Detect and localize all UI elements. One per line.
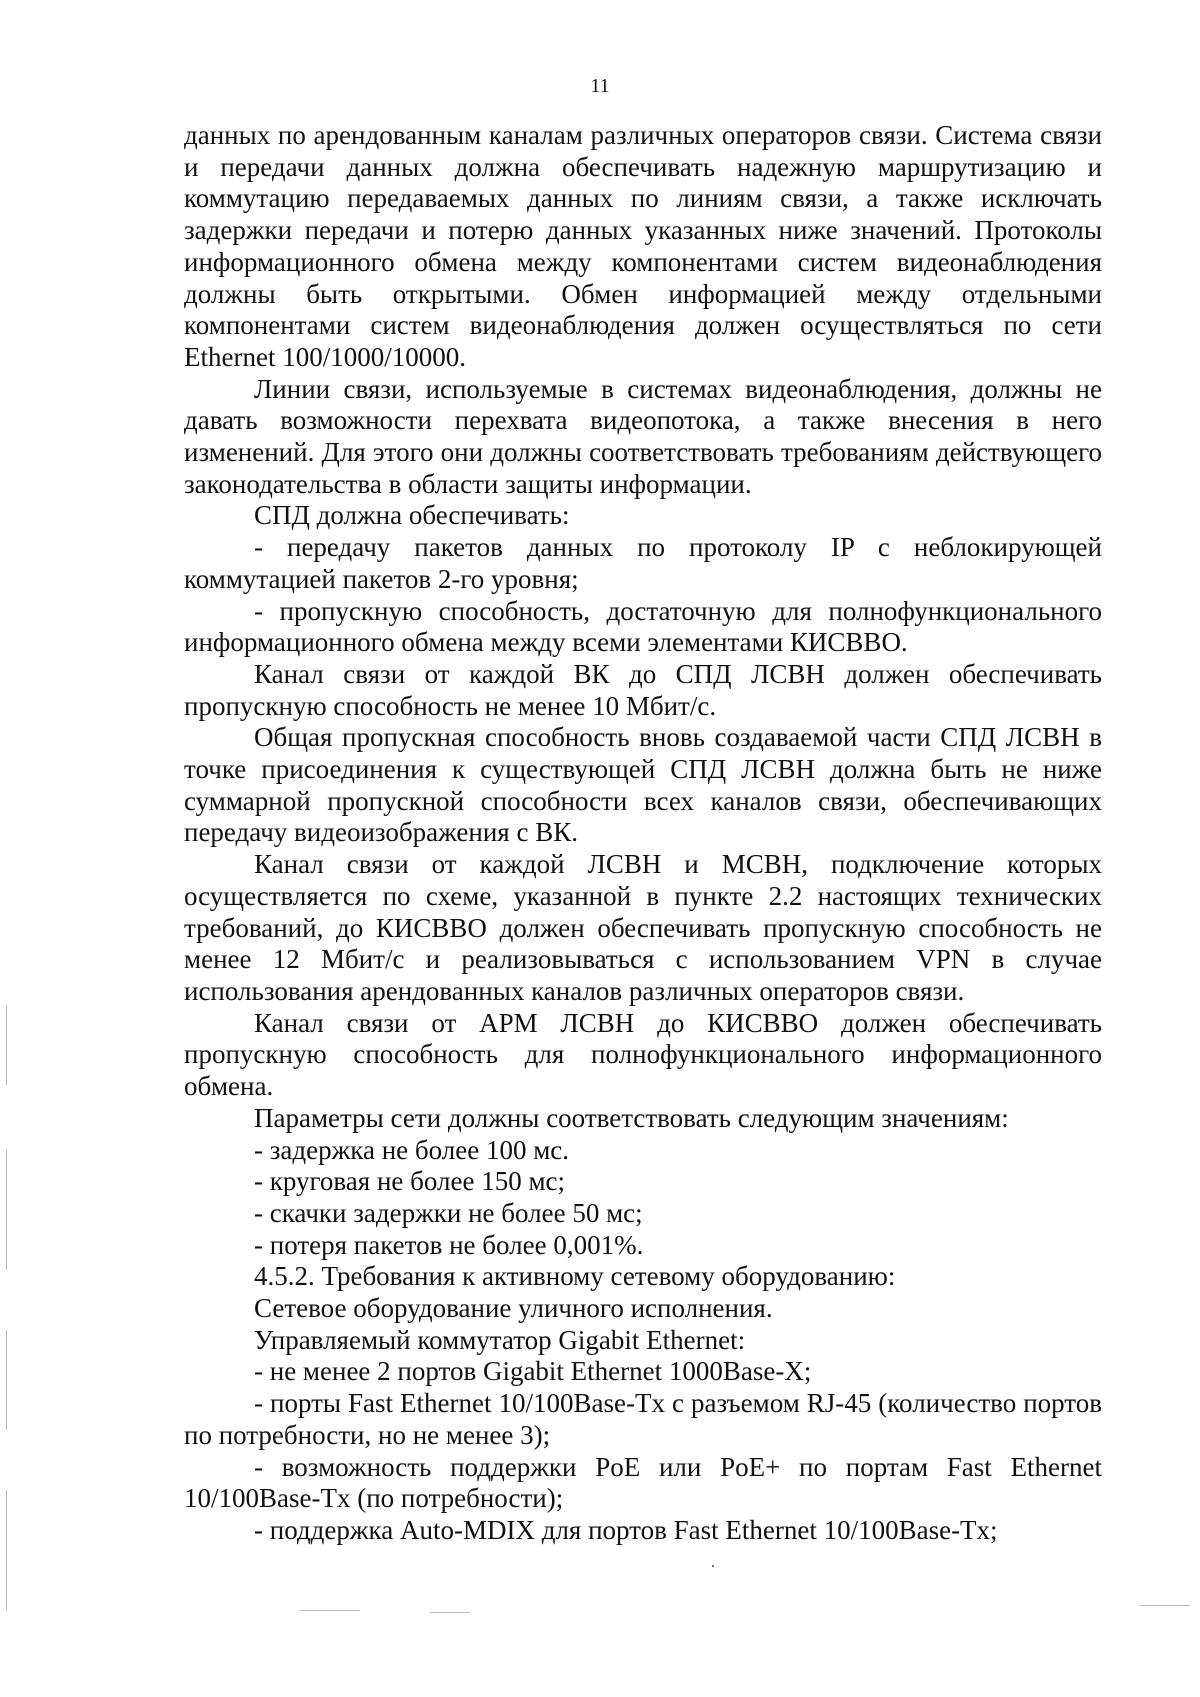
list-item: - не менее 2 портов Gigabit Ethernet 1000Base-X; bbox=[254, 1356, 812, 1387]
scan-mark-left bbox=[6, 1490, 7, 1610]
document-body bbox=[184, 120, 1102, 1547]
paragraph-lines: Линии связи, используемые в системах видеонаблюдения, должны не давать возможности перехвата видеопотока, а также внесения в него изменений. Для этого они должны соответствовать требованиям действующего законодательства в области защиты информации. bbox=[184, 373, 1102, 499]
list-item: - задержка не более 100 мс. bbox=[254, 1134, 570, 1165]
paragraph-network-params: Параметры сети должны соответствовать следующим значениям: bbox=[254, 1102, 1009, 1133]
section-heading: 4.5.2. Требования к активному сетевому оборудованию: bbox=[254, 1261, 896, 1292]
list-item: - круговая не более 150 мс; bbox=[254, 1166, 566, 1197]
paragraph-total-bandwidth: Общая пропускная способность вновь создаваемой части СПД ЛСВН в точке присоединения к существующей СПД ЛСВН должна быть не ниже суммарной пропускной способности всех каналов связи, обеспечивающих передачу видеоизображения с ВК. bbox=[184, 722, 1102, 848]
paragraph-spd-intro: СПД должна обеспечивать: bbox=[254, 500, 570, 531]
scan-mark-bottom bbox=[430, 1612, 470, 1613]
paragraph-channel-lsvn: Канал связи от каждой ЛСВН и МСВН, подключение которых осуществляется по схеме, указанной в пункте 2.2 настоящих технических требований, до КИСВВО должен обеспечивать пропускную способность не менее 12 Мбит/с и реализовываться с использованием VPN в случае использования арендованных каналов различных операторов связи. bbox=[184, 849, 1102, 1006]
paragraph-channel-vk: Канал связи от каждой ВК до СПД ЛСВН должен обеспечивать пропускную способность не менее 10 Мбит/с. bbox=[184, 658, 1102, 721]
scan-mark-left bbox=[6, 1005, 7, 1085]
list-item: - поддержка Auto-MDIX для портов Fast Ethernet 10/100Base-Tx; bbox=[254, 1514, 998, 1545]
scan-mark-left bbox=[6, 1150, 7, 1270]
list-item: - потеря пакетов не более 0,001%. bbox=[254, 1229, 644, 1260]
scan-mark-left bbox=[6, 1330, 7, 1430]
list-item: - порты Fast Ethernet 10/100Base-Tx с разъемом RJ-45 (количество портов по потребности, но не менее 3); bbox=[184, 1388, 1102, 1450]
paragraph-channel-arm: Канал связи от АРМ ЛСВН до КИСВВО должен обеспечивать пропускную способность для полнофункционального информационного обмена. bbox=[184, 1007, 1102, 1102]
scan-mark-bottom bbox=[1140, 1605, 1190, 1606]
list-item: - передачу пакетов данных по протоколу IP с неблокирующей коммутацией пакетов 2-го уровня; bbox=[184, 532, 1102, 594]
scan-mark-bottom bbox=[300, 1610, 360, 1611]
list-item: - скачки задержки не более 50 мс; bbox=[254, 1197, 643, 1228]
paragraph-switch-intro: Управляемый коммутатор Gigabit Ethernet: bbox=[254, 1324, 746, 1355]
scan-dot bbox=[712, 1565, 714, 1567]
list-item: - пропускную способность, достаточную для полнофункционального информационного обмена между всеми элементами КИСВВО. bbox=[184, 595, 1102, 658]
paragraph-outdoor-equipment: Сетевое оборудование уличного исполнения. bbox=[254, 1293, 773, 1324]
list-item: - возможность поддержки PoE или PoE+ по портам Fast Ethernet 10/100Base-Tx (по потребности); bbox=[184, 1451, 1102, 1514]
page-number: 11 bbox=[590, 75, 610, 97]
paragraph-continuation: данных по арендованным каналам различных операторов связи. Система связи и передачи данных должна обеспечивать надежную маршрутизацию и коммутацию передаваемых данных по линиям связи, а также исключать задержки передачи и потерю данных указанных ниже значений. Протоколы информационного обмена между компонентами систем видеонаблюдения должны быть открытыми. Обмен информацией между отдельными компонентами систем видеонаблюдения должен осуществляться по сети Ethernet 100/1000/10000. bbox=[184, 120, 1102, 372]
